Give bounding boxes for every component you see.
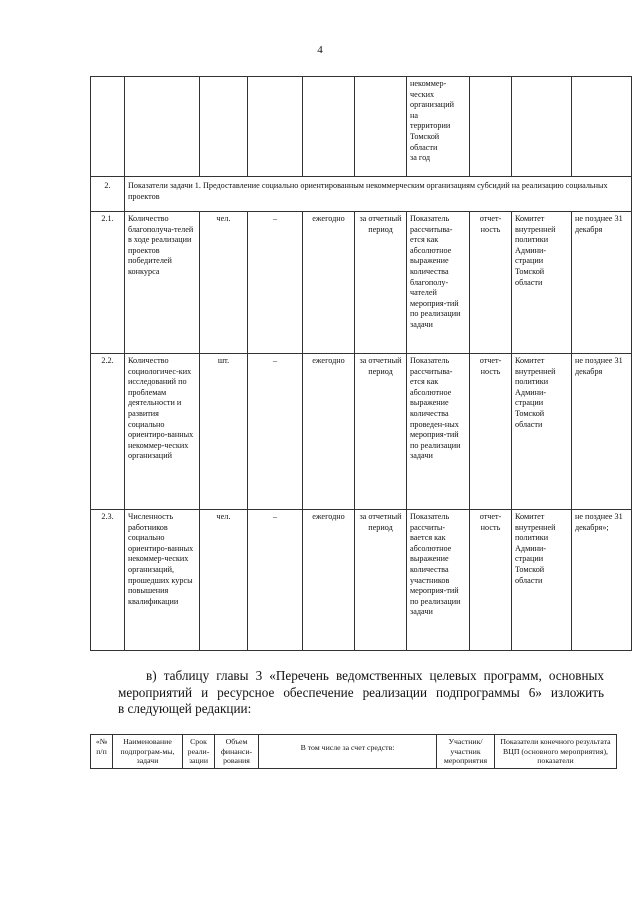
table-row: 2.3. Численность работников социально ориентиро-ванных некоммер-ческих организаций, прошедших курсы повышения квалификации чел. – ежегодно за отчетный период Показатель рассчиты-вается как абсолютное выражение количества участников мероприя-тий по реализации задачи отчет-ность Комитет внутренней политики Админи-страции Томской области не позднее 31 декабря»; [91, 510, 632, 651]
header-term: Срок реали-зации [183, 735, 215, 769]
header-row [91, 735, 617, 769]
section-number: 2. [91, 177, 125, 212]
header-participant: Участник/ участник мероприятия [437, 735, 495, 769]
header-number: «№ п/п [91, 735, 113, 769]
paragraph-line: в) таблицу главы 3 «Перечень ведомственных целевых программ, основных [146, 668, 604, 683]
paragraph-line: мероприятий и ресурсное обеспечение реализации подпрограммы 6» изложить [118, 684, 604, 700]
page-number: 4 [317, 44, 323, 56]
indicators-table [90, 76, 632, 651]
header-sources: В том числе за счет средств: [259, 735, 437, 769]
table-row-section [91, 177, 632, 212]
header-funding: Объем финанси-рования [215, 735, 259, 769]
continued-cell: некоммер- ческих организаций на территории Томской области за год [407, 77, 470, 177]
body-paragraph [118, 668, 604, 718]
section-title: Показатели задачи 1. Предоставление социально ориентированным некоммерческим организациям субсидий на реализацию социальных проектов [125, 177, 632, 212]
table-row: 2.2. Количество социологичес-ких исследований по проблемам деятельности и развития социально ориентиро-ванных некоммер-ческих организаций шт. – ежегодно за отчетный период Показатель рассчитыва-ется как абсолютное выражение количества проведен-ных мероприя-тий по реализации задачи отчет-ность Комитет внутренней политики Админи-страции Томской области не позднее 31 декабря [91, 354, 632, 510]
table-row-continued [91, 77, 632, 177]
header-indicators: Показатели конечного результата ВЦП (основного мероприятия), показатели [495, 735, 617, 769]
header-name: Наименование подпрограм-мы, задачи [113, 735, 183, 769]
paragraph-line: в следующей редакции: [118, 701, 252, 716]
program-table-header [90, 734, 617, 769]
table-row: 2.1. Количество благополуча-телей в ходе реализации проектов победителей конкурса чел. – ежегодно за отчетный период Показатель рассчитыва-ется как абсолютное выражение количества благополу-чателей мероприя-тий по реализации задачи отчет-ность Комитет внутренней политики Админи-страции Томской области не позднее 31 декабря [91, 212, 632, 354]
